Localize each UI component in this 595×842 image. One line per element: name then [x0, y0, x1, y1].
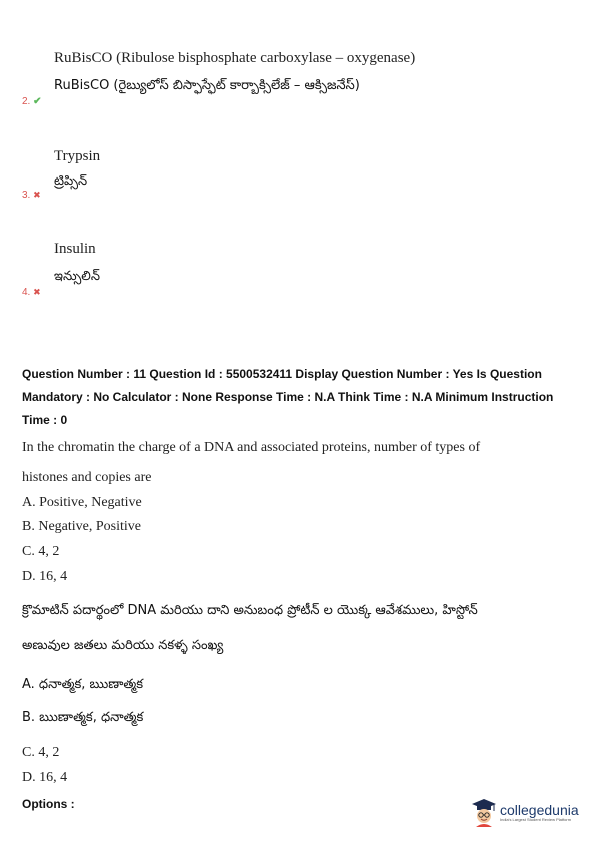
logo-tagline: India's Largest Student Review Platform — [500, 816, 572, 822]
question-telugu-line-1: క్రొమాటిన్ పదార్థంలో DNA మరియు దాని అనుబంధ ప్రోటీన్ ల యొక్క ఆవేశములు, హిస్టోన్ — [22, 603, 478, 618]
option-3-telugu: ట్రిప్సిన్ — [54, 174, 88, 189]
question-meta-line-2: Mandatory : No Calculator : None Response Time : N.A Think Time : N.A Minimum Instruction — [22, 390, 554, 404]
choice-english-a: A. Positive, Negative — [22, 495, 142, 510]
question-meta-line-1: Question Number : 11 Question Id : 5500532411 Display Question Number : Yes Is Question — [22, 367, 542, 381]
correct-check-icon: ✔ — [33, 96, 42, 107]
collegedunia-logo — [470, 797, 579, 827]
option-3-english: Trypsin — [54, 148, 101, 164]
option-2-telugu: RuBisCO (రైబ్యులోస్ బిస్ఫాస్ఫేట్ కార్బాక్సిలేజ్ – ఆక్సిజనేస్) — [54, 78, 360, 93]
option-4-marker — [22, 287, 41, 298]
logo-name: collegedunia — [500, 801, 579, 818]
option-4-english: Insulin — [54, 241, 96, 257]
question-english-line-2: histones and copies are — [22, 470, 152, 485]
choice-english-b: B. Negative, Positive — [22, 519, 141, 534]
question-meta-line-3: Time : 0 — [22, 413, 68, 427]
option-2-english: RuBisCO (Ribulose bisphosphate carboxylase – oxygenase) — [54, 50, 416, 66]
choice-telugu-b: B. ఋణాత్మక, ధనాత్మక — [22, 710, 144, 725]
option-3-marker — [22, 190, 41, 201]
option-4-telugu: ఇన్సులిన్ — [54, 269, 100, 284]
choice-english-d: D. 16, 4 — [22, 569, 68, 584]
wrong-cross-icon: ✖ — [33, 287, 41, 297]
question-telugu-line-2: అణువుల జతలు మరియు నకళ్ళ సంఖ్య — [22, 638, 224, 653]
wrong-cross-icon: ✖ — [33, 190, 41, 200]
option-number: 4. — [22, 287, 31, 298]
graduate-mascot-icon — [470, 797, 498, 827]
options-label: Options : — [22, 797, 75, 811]
choice-telugu-a: A. ధనాత్మక, ఋణాత్మక — [22, 677, 144, 692]
option-number: 3. — [22, 190, 31, 201]
question-english-line-1: In the chromatin the charge of a DNA and associated proteins, number of types of — [22, 440, 481, 455]
option-2-marker — [22, 96, 42, 107]
option-number: 2. — [22, 96, 31, 107]
choice-telugu-d: D. 16, 4 — [22, 770, 68, 785]
choice-english-c: C. 4, 2 — [22, 544, 60, 559]
choice-telugu-c: C. 4, 2 — [22, 745, 60, 760]
